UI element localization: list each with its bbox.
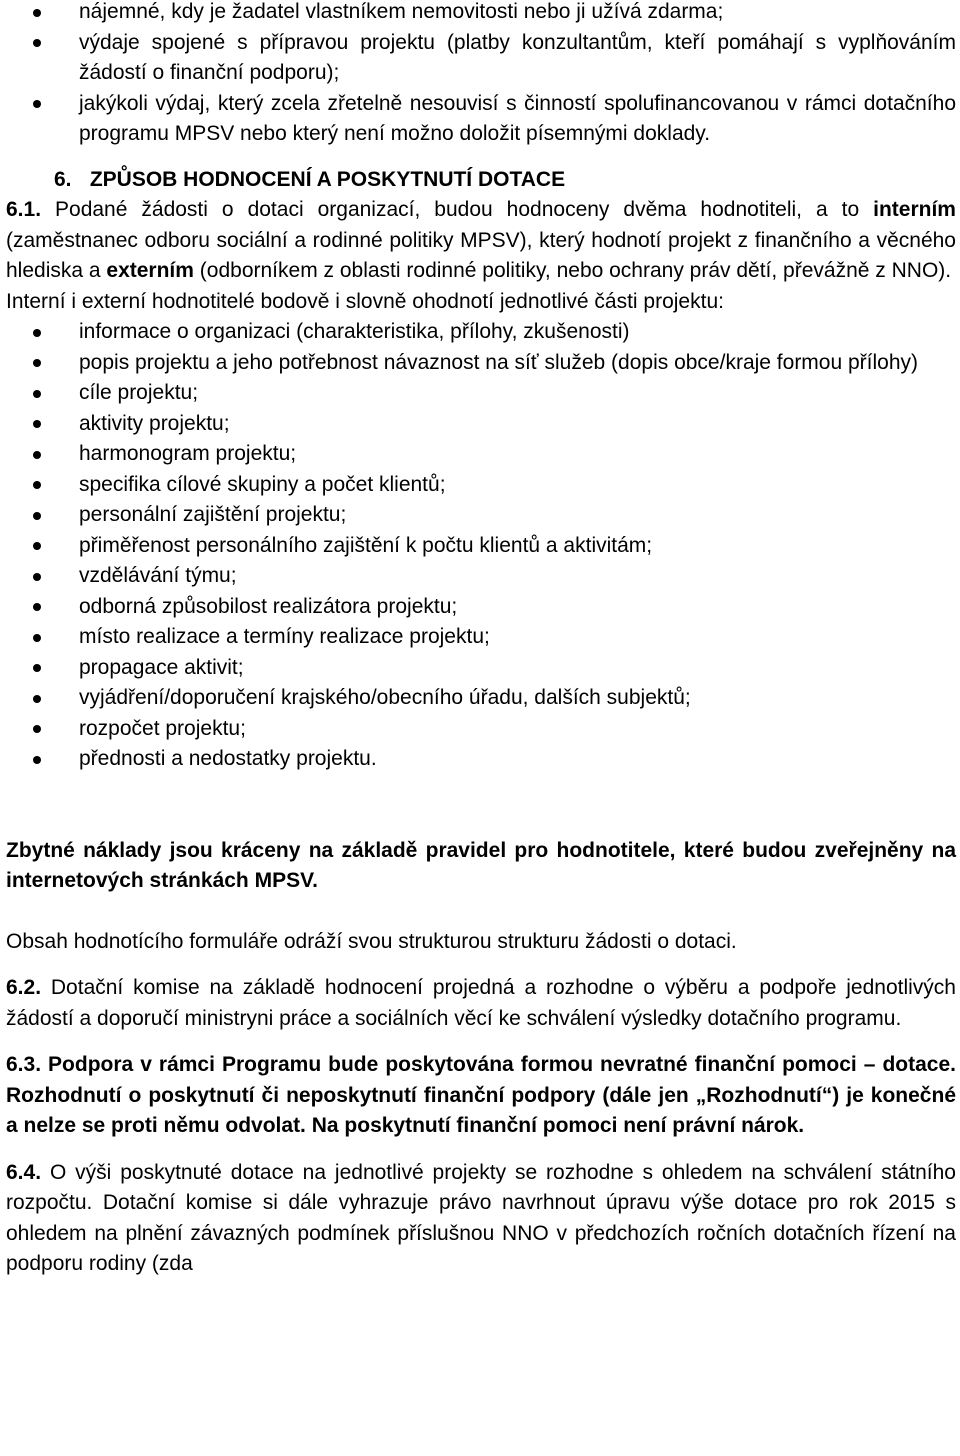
paragraph-6-4: 6.4. O výši poskytnuté dotace na jednotlivé projekty se rozhodne s ohledem na schválení státního rozpočtu. Dotační komise si dále vyhrazuje právo navrhnout úpravu výše dotace pro rok 2015 s ohledem na plnění závazných podmínek příslušnou NNO v předchozích ročních dotačních řízení na podporu rodiny (zda [6, 1160, 956, 1275]
bullet-icon [33, 512, 41, 520]
bullet-icon [33, 634, 41, 642]
bullet-icon [33, 359, 41, 367]
list-item: aktivity projektu; [6, 409, 956, 440]
section-heading [6, 165, 956, 196]
excluded-costs-list [6, 0, 956, 150]
bullet-icon [33, 329, 41, 337]
bullet-icon [33, 603, 41, 611]
list-item: personální zajištění projektu; [6, 500, 956, 531]
bullet-icon [33, 420, 41, 428]
bullet-icon [33, 390, 41, 398]
section-title: ZPŮSOB HODNOCENÍ A POSKYTNUTÍ DOTACE [89, 167, 566, 191]
paragraph-6-1: 6.1. Podané žádosti o dotaci organizací, budou hodnoceny dvěma hodnotiteli, a to interním (zaměstnanec odboru sociální a rodinné politiky MPSV), který hodnotí projekt z finančního a věcného hlediska a externím (odborníkem z oblasti rodinné politiky, nebo ochrany práv dětí, převážně z NNO). [6, 198, 956, 282]
bullet-icon [33, 573, 41, 581]
criteria-list [6, 317, 956, 775]
bullet-icon [33, 695, 41, 703]
list-item: propagace aktivit; [6, 653, 956, 684]
bullet-icon [33, 542, 41, 550]
list-item: harmonogram projektu; [6, 439, 956, 470]
paragraph-number: 6.1. [6, 198, 42, 221]
reduced-costs-note: Zbytné náklady jsou kráceny na základě pravidel pro hodnotitele, které budou zveřejněny na internetových stránkách MPSV. [6, 838, 956, 892]
list-item: místo realizace a termíny realizace projektu; [6, 622, 956, 653]
criteria-intro: Interní i externí hodnotitelé bodově i slovně ohodnotí jednotlivé části projektu: [6, 289, 724, 313]
list-item: popis projektu a jeho potřebnost návaznost na síť služeb (dopis obce/kraje formou přílohy) [6, 348, 956, 379]
bullet-icon [33, 756, 41, 764]
form-note: Obsah hodnotícího formuláře odráží svou strukturou strukturu žádosti o dotaci. [6, 929, 737, 953]
list-item: specifika cílové skupiny a počet klientů; [6, 470, 956, 501]
list-item: přiměřenost personálního zajištění k počtu klientů a aktivitám; [6, 531, 956, 562]
list-item: vyjádření/doporučení krajského/obecního úřadu, dalších subjektů; [6, 683, 956, 714]
list-item: nájemné, kdy je žadatel vlastníkem nemovitosti nebo ji užívá zdarma; [6, 0, 956, 28]
bullet-icon [33, 725, 41, 733]
bullet-icon [33, 100, 41, 108]
bullet-icon [33, 664, 41, 672]
list-item: informace o organizaci (charakteristika, přílohy, zkušenosti) [6, 317, 956, 348]
list-item: odborná způsobilost realizátora projektu; [6, 592, 956, 623]
list-item: rozpočet projektu; [6, 714, 956, 745]
document-page [6, 0, 956, 1280]
bullet-icon [33, 39, 41, 47]
list-item: výdaje spojené s přípravou projektu (platby konzultantům, kteří pomáhají s vyplňováním žádostí o finanční podporu); [6, 28, 956, 89]
paragraph-number: 6.4. [6, 1160, 42, 1184]
paragraph-6-3: 6.3. Podpora v rámci Programu bude poskytována formou nevratné finanční pomoci – dotace. Rozhodnutí o poskytnutí či neposkytnutí finanční podpory (dále jen „Rozhodnutí“) je konečné a nelze se proti němu odvolat. Na poskytnutí finanční pomoci není právní nárok. [6, 1053, 956, 1137]
list-item: jakýkoli výdaj, který zcela zřetelně nesouvisí s činností spolufinancovanou v rámci dotačního programu MPSV nebo který není možno doložit písemnými doklady. [6, 89, 956, 150]
bullet-icon [33, 9, 41, 17]
paragraph-number: 6.2. [6, 976, 42, 999]
bullet-icon [33, 451, 41, 459]
bullet-icon [33, 481, 41, 489]
list-item: cíle projektu; [6, 378, 956, 409]
list-item: vzdělávání týmu; [6, 561, 956, 592]
paragraph-number: 6.3. [6, 1053, 42, 1076]
paragraph-6-2: 6.2. Dotační komise na základě hodnocení projedná a rozhodne o výběru a podpoře jednotlivých žádostí a doporučí ministryni práce a sociálních věcí ke schválení výsledky dotačního programu. [6, 976, 956, 1030]
list-item: přednosti a nedostatky projektu. [6, 744, 956, 775]
section-number: 6. [54, 167, 72, 191]
